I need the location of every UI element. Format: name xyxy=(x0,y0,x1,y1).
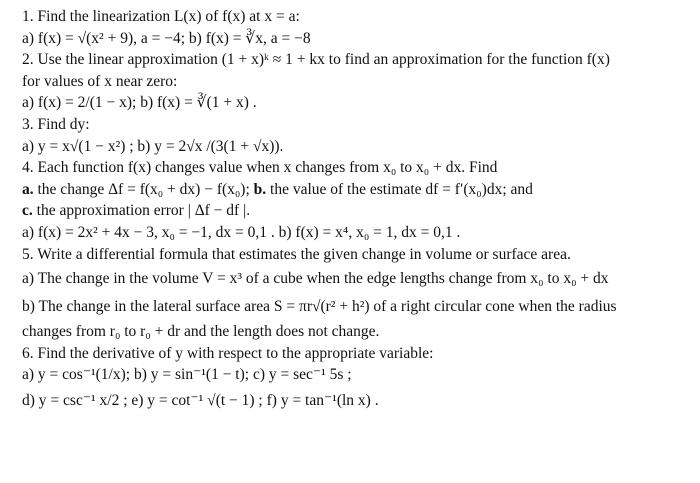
problem-3-parts: a) y = x√(1 − x²) ; b) y = 2√x /(3(1 + √x)). xyxy=(22,137,284,155)
problem-5-part-a: a) The change in the volume V = x³ of a cube when the edge lengths change from x₀ to x₀ + dx xyxy=(22,270,609,288)
problem-5-part-b-cont: changes from r₀ to r₀ + dr and the length does not change. xyxy=(22,323,380,341)
problem-6-parts-abc: a) y = cos⁻¹(1/x); b) y = sin⁻¹(1 − t); c) y = sec⁻¹ 5s ; xyxy=(22,366,352,384)
problem-5-part-b: b) The change in the lateral surface area S = πr√(r² + h²) of a right circular cone when the radius xyxy=(22,298,617,316)
problem-6-heading: 6. Find the derivative of y with respect to the appropriate variable: xyxy=(22,344,434,362)
problem-1-parts: a) f(x) = √(x² + 9), a = −4; b) f(x) = ∛x, a = −8 xyxy=(22,29,311,47)
problem-3-heading: 3. Find dy: xyxy=(22,115,90,133)
part-a-label: a. xyxy=(22,180,34,198)
problem-6-parts-def: d) y = csc⁻¹ x/2 ; e) y = cot⁻¹ √(t − 1) ; f) y = tan⁻¹(ln x) . xyxy=(22,391,379,409)
part-b-label: b. xyxy=(253,180,267,198)
problem-4-part-c xyxy=(22,200,692,222)
part-a-text: the change Δf = f(x₀ + dx) − f(x₀); xyxy=(33,180,254,198)
problem-4-functions: a) f(x) = 2x² + 4x − 3, x₀ = −1, dx = 0,1 . b) f(x) = x⁴, x₀ = 1, dx = 0,1 . xyxy=(22,223,461,241)
part-c-label: c. xyxy=(22,202,33,220)
problem-2-heading: 2. Use the linear approximation (1 + x)ᵏ ≈ 1 + kx to find an approximation for the function f(x) xyxy=(22,51,610,69)
problem-2-heading-cont: for values of x near zero: xyxy=(22,72,178,90)
part-c-text: the approximation error | Δf − df |. xyxy=(32,202,251,220)
problem-4-part-a-b xyxy=(22,179,692,201)
part-b-text: the value of the estimate df = f′(x₀)dx; and xyxy=(266,180,533,198)
problem-2-parts: a) f(x) = 2/(1 − x); b) f(x) = ∛(1 + x) . xyxy=(22,94,257,112)
problem-4-heading: 4. Each function f(x) changes value when x changes from x₀ to x₀ + dx. Find xyxy=(22,159,498,177)
problem-5-heading: 5. Write a differential formula that estimates the given change in volume or surface area. xyxy=(22,245,571,263)
problem-1-heading: 1. Find the linearization L(x) of f(x) at x = a: xyxy=(22,8,300,25)
